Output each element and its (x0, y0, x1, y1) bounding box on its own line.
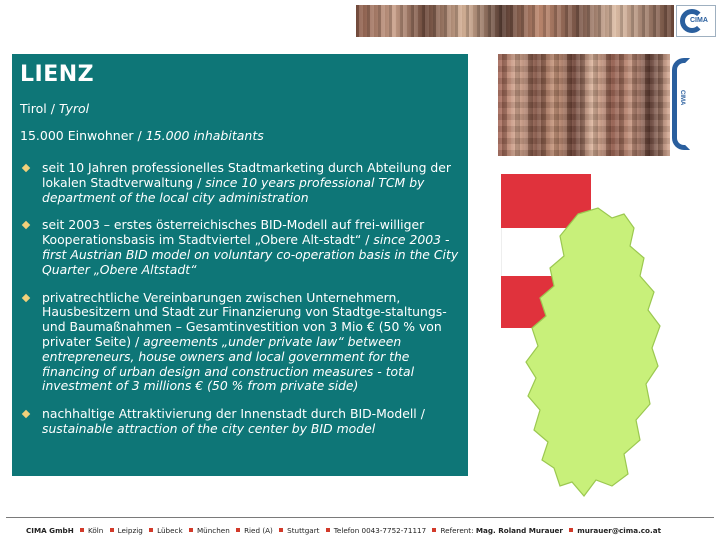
footer-separator (149, 528, 153, 532)
people-photo-collage (498, 54, 670, 156)
austria-map-icon (520, 206, 666, 502)
cima-side-logo-icon (670, 54, 692, 156)
diamond-bullet-icon (22, 164, 30, 172)
footer-email[interactable]: murauer@cima.co.at (577, 526, 662, 535)
footer-separator (110, 528, 114, 532)
footer-city: Stuttgart (287, 526, 320, 535)
footer-separator (569, 528, 573, 532)
population-en: 15.000 inhabitants (145, 128, 264, 143)
bullet-de: nachhaltige Attraktivierung der Innenstadt durch BID-Modell (42, 406, 417, 422)
footer-city: Leipzig (117, 526, 143, 535)
footer-referent-name: Mag. Roland Murauer (475, 526, 563, 535)
list-item (20, 407, 460, 437)
side-logo-text: CIMA (679, 90, 685, 106)
bullet-en: sustainable attraction of the city center by BID model (42, 420, 376, 436)
bullet-sep: / (193, 174, 206, 190)
bullet-sep: / (361, 232, 374, 248)
content-panel (12, 54, 468, 476)
bullet-sep: / (416, 406, 425, 422)
footer-referent-label: Referent: (440, 526, 474, 535)
population-line (20, 128, 460, 143)
footer-phone: Telefon 0043-7752-71117 (333, 526, 427, 535)
population-sep: / (133, 128, 146, 143)
logo-text: CIMA (690, 17, 708, 24)
population-de: 15.000 Einwohner (20, 128, 134, 143)
bullet-de: seit 10 Jahren professionelles Stadtmarketing durch Abteilung der lokalen Stadtverwaltung (42, 160, 451, 190)
footer-city: Köln (88, 526, 104, 535)
diamond-bullet-icon (22, 293, 30, 301)
list-item (20, 218, 460, 277)
footer-city: Lübeck (157, 526, 183, 535)
bullet-de: seit 2003 – erstes österreichisches BID-Modell auf frei-williger Kooperationsbasis im Stadtviertel „Obere Alt-stadt“ (42, 217, 425, 248)
footer-separator (80, 528, 84, 532)
region-en: Tyrol (58, 101, 90, 116)
bullet-en: since 2003 - first Austrian BID model on voluntary co-operation basis in the City Quarter „Obere Altstadt“ (42, 232, 459, 277)
footer-separator (236, 528, 240, 532)
footer-city: München (196, 526, 230, 535)
footer-separator (326, 528, 330, 532)
region-line (20, 101, 460, 116)
cima-logo-icon (676, 5, 716, 37)
footer-separator (432, 528, 436, 532)
footer-divider (6, 517, 714, 518)
header-photo-strip (356, 5, 674, 37)
bullet-en: agreements „under private law“ between entrepreneurs, house owners and local government for the financing of urban design and construction measures - total investment of 3 millions € (50 % from private side) (42, 333, 415, 394)
bullet-list (20, 161, 460, 437)
footer-separator (279, 528, 283, 532)
footer-separator (189, 528, 193, 532)
region-sep: / (46, 101, 59, 116)
diamond-bullet-icon (22, 221, 30, 229)
bullet-en: since 10 years professional TCM by department of the local city administration (42, 174, 425, 205)
footer-city: Ried (A) (244, 526, 273, 535)
page-title: LIENZ (20, 62, 95, 87)
region-de: Tirol (20, 101, 47, 116)
diamond-bullet-icon (22, 410, 30, 418)
bullet-de: privatrechtliche Vereinbarungen zwischen Unternehmern, Hausbesitzern und Stadt zur Finanzierung von Stadtge-staltungs- und Baumaßnahmen – Gesamtinvestition von 3 Mio € (50 % von privater Seite) (42, 289, 447, 349)
list-item (20, 291, 460, 395)
list-item (20, 161, 460, 205)
bullet-sep: / (131, 333, 144, 349)
footer-company: CIMA GmbH (26, 526, 74, 535)
footer (26, 526, 716, 535)
